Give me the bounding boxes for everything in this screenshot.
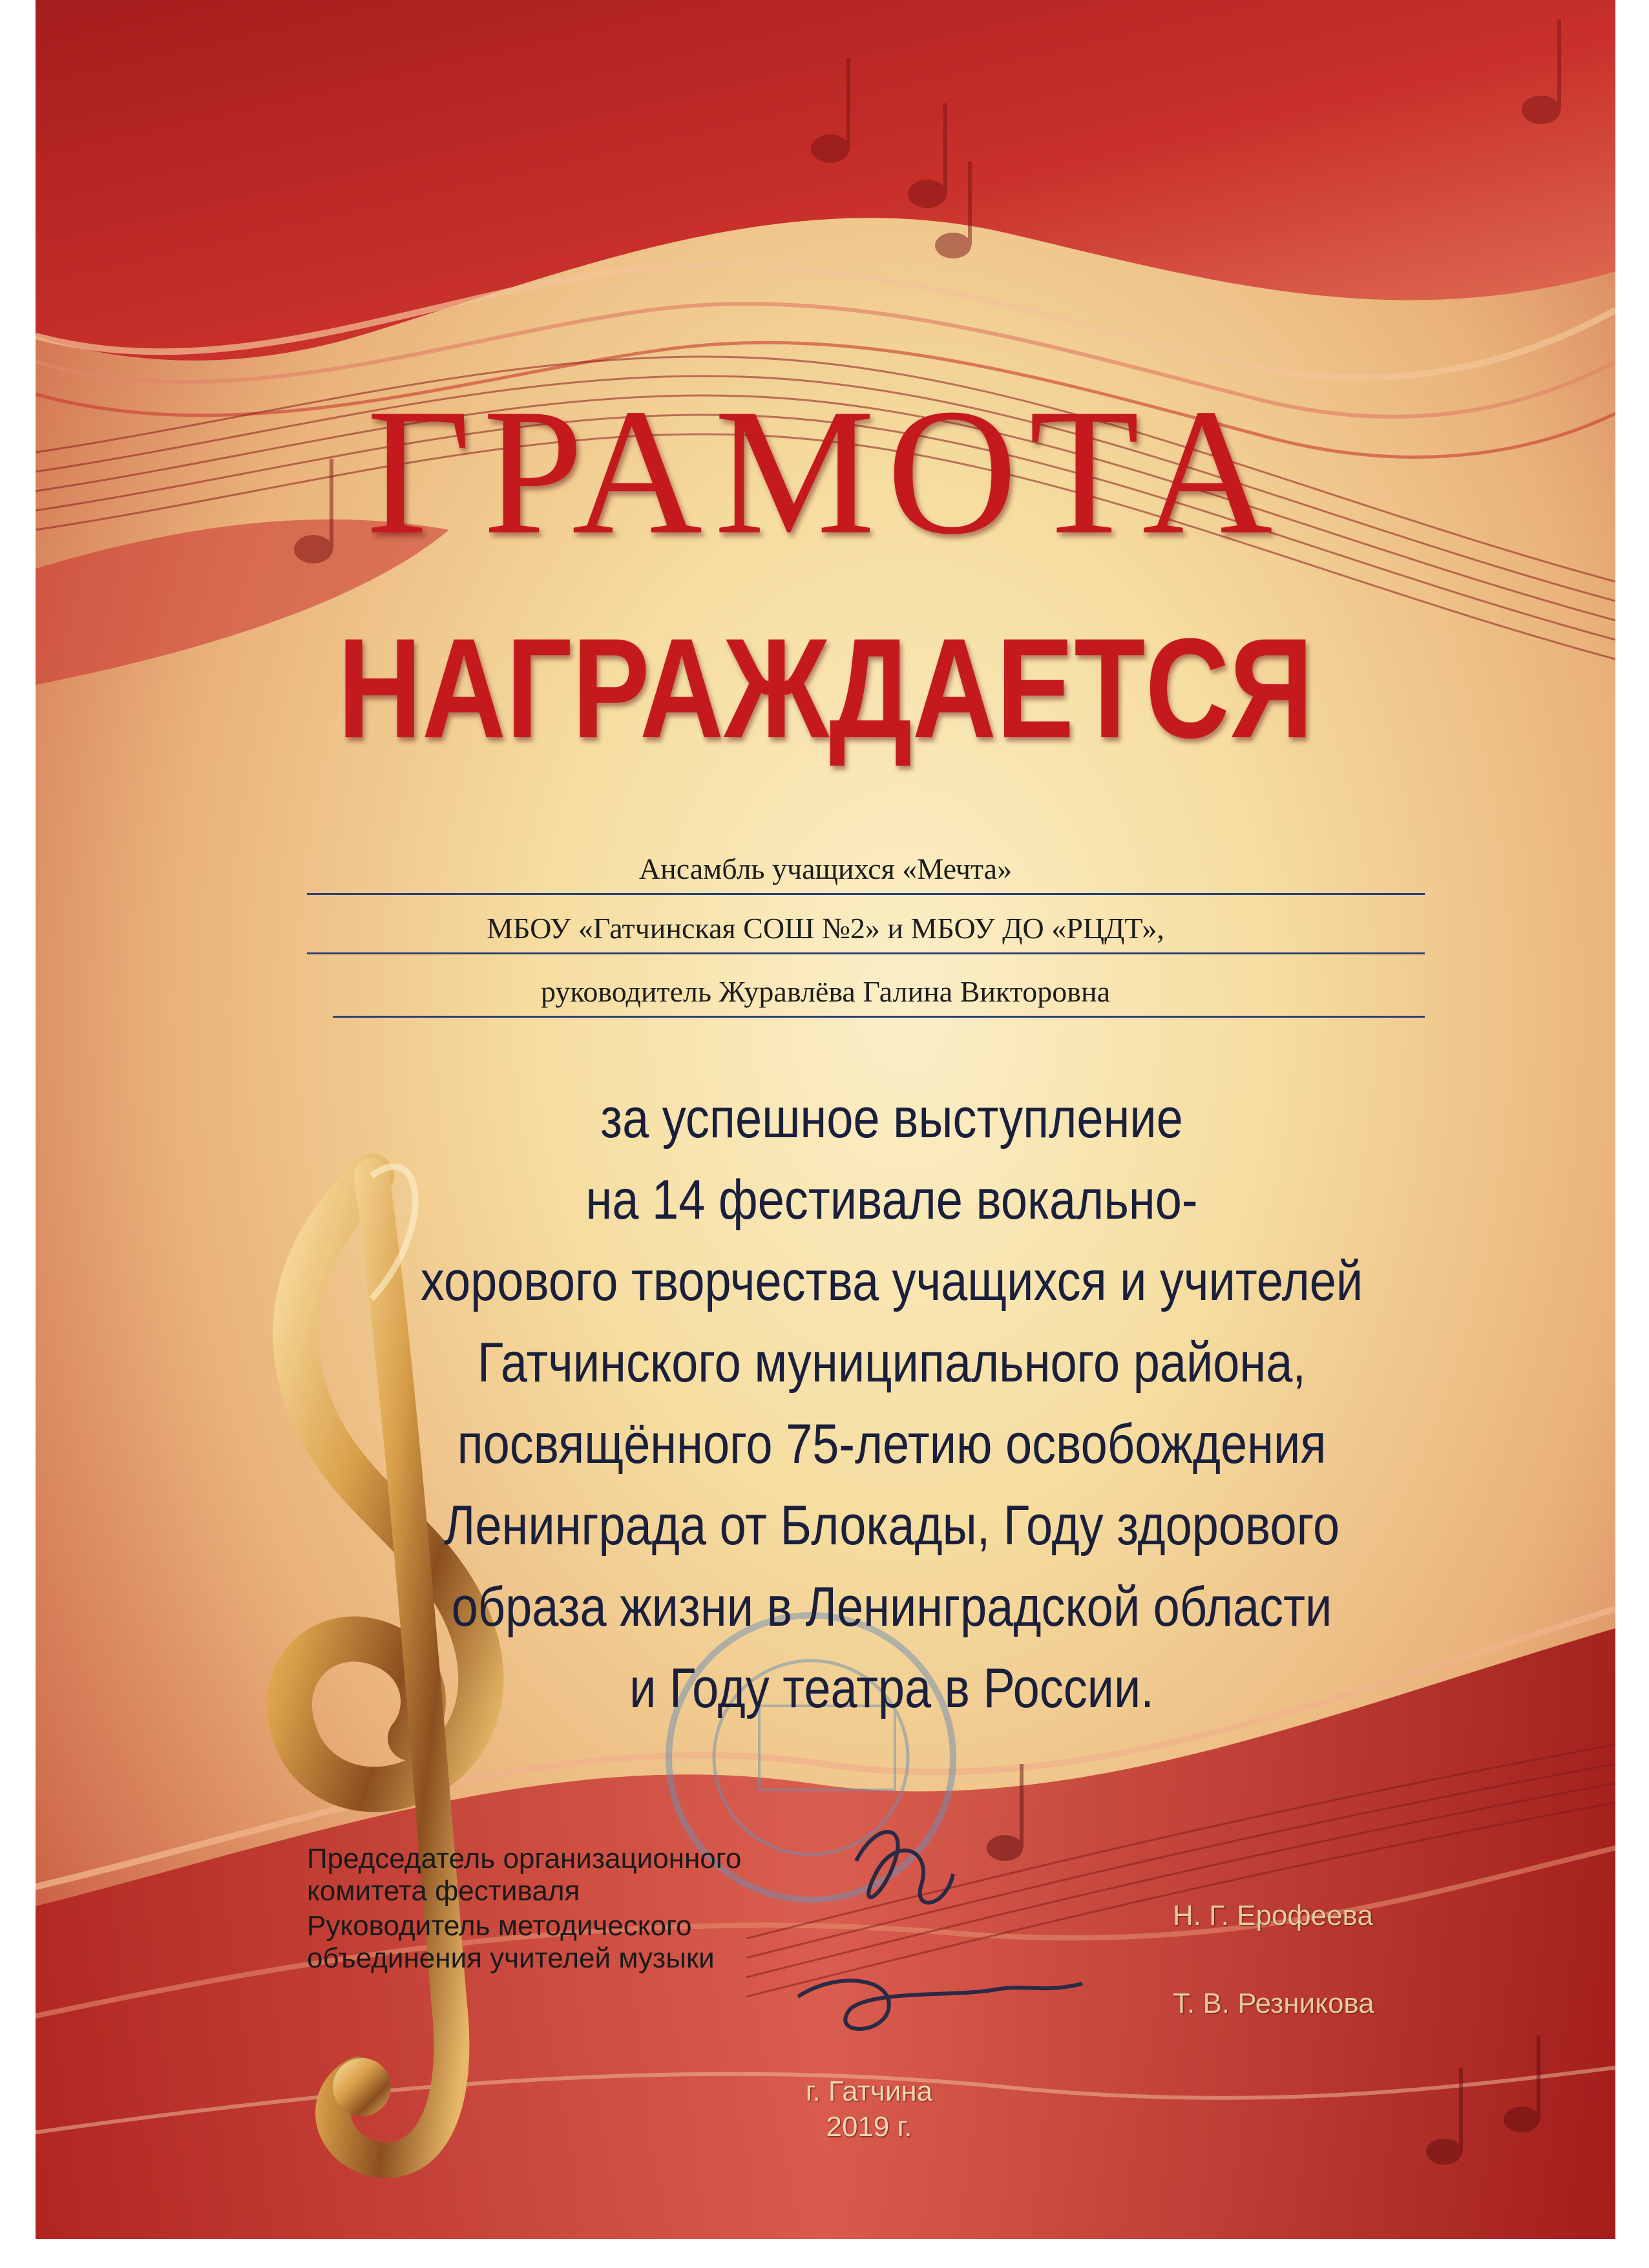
reason-line: образа жизни в Ленинградской области	[451, 1576, 1332, 1638]
recipient-rule-1	[307, 893, 1425, 895]
position-line: комитета фестиваля	[307, 1875, 580, 1907]
recipient-line-1: Ансамбль учащихся «Мечта»	[638, 852, 1013, 885]
position-line: Председатель организационного	[307, 1843, 742, 1874]
certificate-subtitle: НАГРАЖДАЕТСЯ	[337, 609, 1314, 768]
reason-line: Гатчинского муниципального района,	[478, 1332, 1306, 1394]
signatory-1-name: Н. Г. Ерофеева	[1173, 1900, 1373, 1931]
recipient-rule-3	[333, 1016, 1425, 1018]
recipient-line-2: МБОУ «Гатчинская СОШ №2» и МБОУ ДО «РЦДТ»,	[487, 912, 1164, 945]
issue-year: 2019 г.	[826, 2111, 912, 2143]
certificate-title: ГРАМОТА	[366, 371, 1285, 572]
certificate-page	[36, 0, 1615, 2239]
position-line: объединения учителей музыки	[307, 1942, 715, 1974]
reason-line: посвящённого 75-летию освобождения	[457, 1413, 1327, 1475]
signatory-2-position	[307, 1910, 715, 1975]
reason-line: Ленинграда от Блокады, Году здорового	[443, 1495, 1340, 1557]
reason-line: и Году театра в России.	[629, 1657, 1154, 1719]
recipient-line-3: руководитель Журавлёва Галина Викторовна	[540, 975, 1111, 1008]
place-of-issue: г. Гатчина	[805, 2075, 933, 2107]
position-line: Руководитель методического	[307, 1910, 692, 1942]
reason-line: хорового творчества учащихся и учителей	[420, 1250, 1363, 1312]
reason-line: на 14 фестивале вокально-	[585, 1169, 1198, 1231]
award-reason	[383, 1078, 1400, 1729]
signatory-2-name: Т. В. Резникова	[1173, 1988, 1374, 2019]
reason-line: за успешное выступление	[600, 1087, 1183, 1150]
signatory-1-position	[307, 1843, 741, 1907]
recipient-rule-2	[307, 952, 1425, 954]
